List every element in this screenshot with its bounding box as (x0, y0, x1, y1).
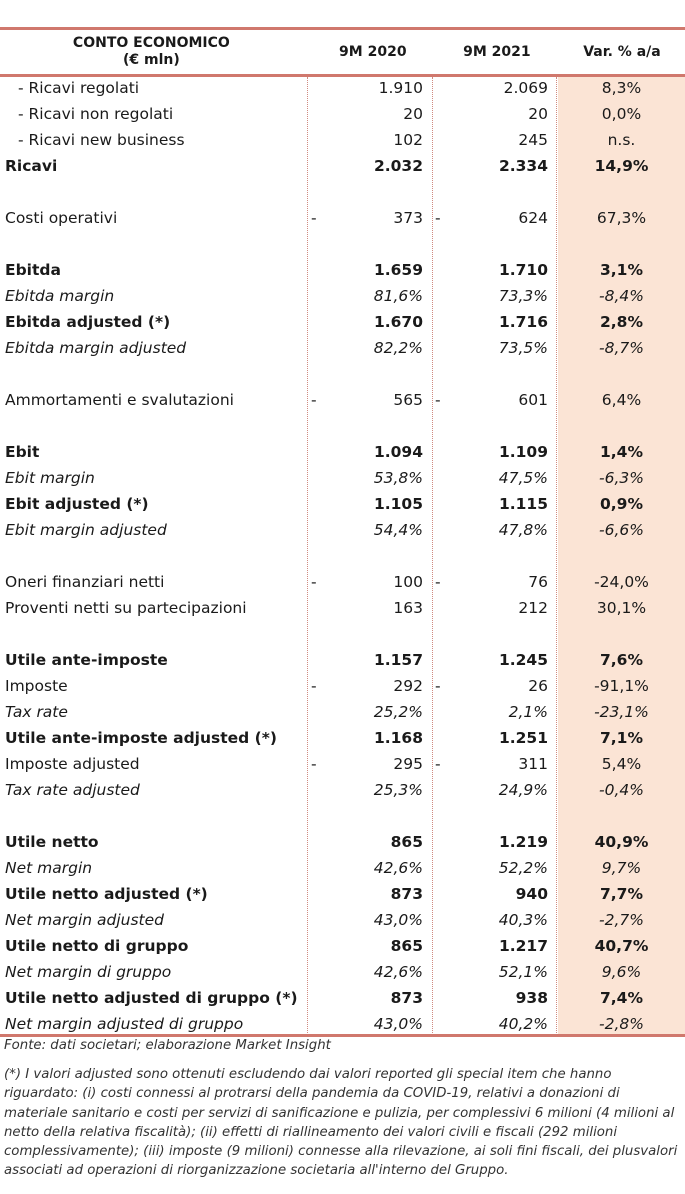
value-var: -91,1% (594, 677, 649, 695)
table-row (0, 569, 685, 595)
source-note: Fonte: dati societari; elaborazione Market Insight (4, 1038, 331, 1053)
table-row (0, 465, 685, 491)
minus-sign: - (435, 573, 441, 591)
value-9m2020: 865 (390, 937, 423, 955)
header-label (0, 30, 303, 74)
table-row (0, 257, 685, 283)
row-label: Ebitda (5, 261, 61, 279)
value-9m2021: 20 (528, 105, 548, 123)
row-label: Net margin di gruppo (5, 963, 172, 981)
value-9m2020: 865 (390, 833, 423, 851)
spacer-row (0, 621, 685, 647)
table-row (0, 933, 685, 959)
row-label: Utile netto adjusted di gruppo (*) (5, 989, 298, 1007)
spacer-row (0, 231, 685, 257)
value-var: 8,3% (601, 79, 642, 97)
table-row (0, 725, 685, 751)
value-9m2021: 2.069 (503, 79, 548, 97)
table-row (0, 959, 685, 985)
value-9m2020: 53,8% (373, 469, 423, 487)
table-row (0, 153, 685, 179)
value-9m2021: 2.334 (498, 157, 548, 175)
table-row (0, 673, 685, 699)
value-var: 40,9% (594, 833, 649, 851)
value-9m2021: 1.716 (498, 313, 548, 331)
value-9m2021: 624 (518, 209, 548, 227)
value-9m2020: 100 (393, 573, 423, 591)
table-row (0, 491, 685, 517)
value-var: 1,4% (600, 443, 643, 461)
value-9m2020: 25,2% (373, 703, 423, 721)
value-9m2021: 1.245 (498, 651, 548, 669)
value-var: 0,9% (600, 495, 643, 513)
spacer-row (0, 413, 685, 439)
value-9m2020: 42,6% (373, 859, 423, 877)
minus-sign: - (311, 677, 317, 695)
value-var: 9,7% (601, 859, 642, 877)
value-9m2020: 54,4% (373, 521, 423, 539)
value-9m2021: 1.219 (498, 833, 548, 851)
value-var: 40,7% (594, 937, 649, 955)
value-9m2020: 1.659 (373, 261, 423, 279)
table-row (0, 907, 685, 933)
value-var: 7,7% (600, 885, 643, 903)
row-label: Imposte (5, 677, 68, 695)
value-var: 2,8% (600, 313, 643, 331)
row-label: - Ricavi new business (18, 131, 185, 149)
header-title: CONTO ECONOMICO (72, 35, 230, 51)
table-body (0, 75, 685, 1037)
value-var: -24,0% (594, 573, 649, 591)
row-label: Ebitda adjusted (*) (5, 313, 171, 331)
value-9m2020: 81,6% (373, 287, 423, 305)
minus-sign: - (435, 677, 441, 695)
row-label: Net margin adjusted di gruppo (5, 1015, 244, 1033)
value-var: -0,4% (599, 781, 644, 799)
row-label: Net margin adjusted (5, 911, 164, 929)
value-9m2021: 1.115 (498, 495, 548, 513)
value-var: 7,4% (600, 989, 643, 1007)
header-9m2021: 9M 2021 (463, 43, 531, 60)
row-label: Tax rate adjusted (5, 781, 140, 799)
row-label: Ricavi (5, 157, 58, 175)
table-row (0, 75, 685, 101)
value-9m2020: 1.105 (373, 495, 423, 513)
header-var: Var. % a/a (583, 43, 661, 60)
spacer-row (0, 179, 685, 205)
value-9m2020: 873 (390, 989, 423, 1007)
value-9m2020: 42,6% (373, 963, 423, 981)
value-9m2020: 1.910 (378, 79, 423, 97)
spacer-row (0, 803, 685, 829)
row-label: Utile netto (5, 833, 99, 851)
value-9m2020: 2.032 (373, 157, 423, 175)
minus-sign: - (435, 391, 441, 409)
row-label: - Ricavi regolati (18, 79, 140, 97)
value-9m2020: 20 (403, 105, 423, 123)
table-row (0, 517, 685, 543)
row-label: Utile netto di gruppo (5, 937, 189, 955)
value-var: n.s. (607, 131, 636, 149)
table-bottom-rule (0, 1034, 685, 1037)
value-9m2020: 373 (393, 209, 423, 227)
header-9m2020: 9M 2020 (339, 43, 407, 60)
minus-sign: - (311, 391, 317, 409)
table-row (0, 829, 685, 855)
value-var: 67,3% (596, 209, 647, 227)
value-9m2020: 1.670 (373, 313, 423, 331)
value-var: 0,0% (601, 105, 642, 123)
table-row (0, 751, 685, 777)
minus-sign: - (435, 209, 441, 227)
minus-sign: - (311, 573, 317, 591)
row-label: Utile netto adjusted (*) (5, 885, 208, 903)
value-9m2021: 2,1% (508, 703, 548, 721)
row-label: Ebit adjusted (*) (5, 495, 149, 513)
table-row (0, 127, 685, 153)
value-9m2020: 43,0% (373, 1015, 423, 1033)
value-9m2021: 73,5% (498, 339, 548, 357)
table-row (0, 881, 685, 907)
row-label: Ebitda margin adjusted (5, 339, 187, 357)
table-row (0, 309, 685, 335)
value-9m2020: 565 (393, 391, 423, 409)
value-9m2021: 245 (518, 131, 548, 149)
table-row (0, 985, 685, 1011)
table-row (0, 205, 685, 231)
value-9m2021: 938 (515, 989, 548, 1007)
value-9m2021: 1.251 (498, 729, 548, 747)
value-var: 6,4% (601, 391, 642, 409)
value-9m2021: 40,2% (498, 1015, 548, 1033)
row-label: Net margin (5, 859, 93, 877)
table-row (0, 387, 685, 413)
row-label: Ebit (5, 443, 40, 461)
value-var: -2,7% (599, 911, 644, 929)
value-var: -8,7% (599, 339, 644, 357)
value-9m2021: 47,8% (498, 521, 548, 539)
value-var: -8,4% (599, 287, 644, 305)
value-9m2020: 1.157 (373, 651, 423, 669)
minus-sign: - (311, 755, 317, 773)
value-9m2021: 1.217 (498, 937, 548, 955)
row-label: Utile ante-imposte adjusted (*) (5, 729, 277, 747)
footnote: (*) I valori adjusted sono ottenuti escludendo dai valori reported gli special item che hanno riguardato: (i) costi connessi al protrarsi della pandemia da COVID-19, relativi a donazioni di materiale sanitario e costi per servizi di sanificazione e pulizia, per complessivi 6 milioni (4 milioni al netto della relativa fiscalità); (ii) effetti di riallineamento dei valori civili e fiscali (292 milioni complessivamente); (iii) imposte (9 milioni) connesse alla rilevazione, ai soli fini fiscali, dei plusvalori associati ad operazioni di riorganizzazione societaria all'interno del Gruppo. (4, 1067, 678, 1179)
value-9m2020: 1.094 (373, 443, 423, 461)
table-row (0, 335, 685, 361)
value-9m2021: 40,3% (498, 911, 548, 929)
header-unit: (€ mln) (123, 52, 180, 68)
value-var: 14,9% (594, 157, 649, 175)
value-9m2021: 76 (528, 573, 548, 591)
value-9m2021: 1.109 (498, 443, 548, 461)
value-var: 30,1% (596, 599, 647, 617)
value-var: -6,3% (599, 469, 644, 487)
value-var: 7,6% (600, 651, 643, 669)
value-9m2021: 311 (518, 755, 548, 773)
table-row (0, 283, 685, 309)
value-9m2020: 295 (393, 755, 423, 773)
value-9m2020: 25,3% (373, 781, 423, 799)
row-label: Ebit margin (5, 469, 95, 487)
table-row (0, 595, 685, 621)
row-label: Tax rate (5, 703, 68, 721)
table-row (0, 439, 685, 465)
value-9m2021: 47,5% (498, 469, 548, 487)
value-9m2020: 43,0% (373, 911, 423, 929)
value-var: 7,1% (600, 729, 643, 747)
value-var: -2,8% (599, 1015, 644, 1033)
value-9m2020: 163 (393, 599, 423, 617)
value-9m2021: 1.710 (498, 261, 548, 279)
value-9m2020: 873 (390, 885, 423, 903)
value-9m2021: 940 (515, 885, 548, 903)
value-9m2021: 601 (518, 391, 548, 409)
row-label: Ammortamenti e svalutazioni (5, 391, 234, 409)
table-row (0, 777, 685, 803)
value-9m2020: 82,2% (373, 339, 423, 357)
value-var: 5,4% (601, 755, 642, 773)
value-var: 3,1% (600, 261, 643, 279)
row-label: Proventi netti su partecipazioni (5, 599, 247, 617)
row-label: - Ricavi non regolati (18, 105, 174, 123)
row-label: Ebitda margin (5, 287, 115, 305)
value-var: 9,6% (601, 963, 642, 981)
row-label: Ebit margin adjusted (5, 521, 167, 539)
value-9m2021: 73,3% (498, 287, 548, 305)
row-label: Imposte adjusted (5, 755, 140, 773)
table-row (0, 647, 685, 673)
value-9m2020: 292 (393, 677, 423, 695)
minus-sign: - (311, 209, 317, 227)
table-header (0, 30, 685, 74)
minus-sign: - (435, 755, 441, 773)
value-9m2021: 212 (518, 599, 548, 617)
spacer-row (0, 543, 685, 569)
row-label: Costi operativi (5, 209, 118, 227)
value-var: -23,1% (594, 703, 649, 721)
value-9m2021: 52,2% (498, 859, 548, 877)
row-label: Utile ante-imposte (5, 651, 168, 669)
value-9m2021: 26 (528, 677, 548, 695)
table-row (0, 855, 685, 881)
value-9m2020: 102 (393, 131, 423, 149)
value-9m2020: 1.168 (373, 729, 423, 747)
spacer-row (0, 361, 685, 387)
value-9m2021: 52,1% (498, 963, 548, 981)
table-row (0, 699, 685, 725)
value-9m2021: 24,9% (498, 781, 548, 799)
table-row (0, 101, 685, 127)
value-var: -6,6% (599, 521, 644, 539)
row-label: Oneri finanziari netti (5, 573, 165, 591)
